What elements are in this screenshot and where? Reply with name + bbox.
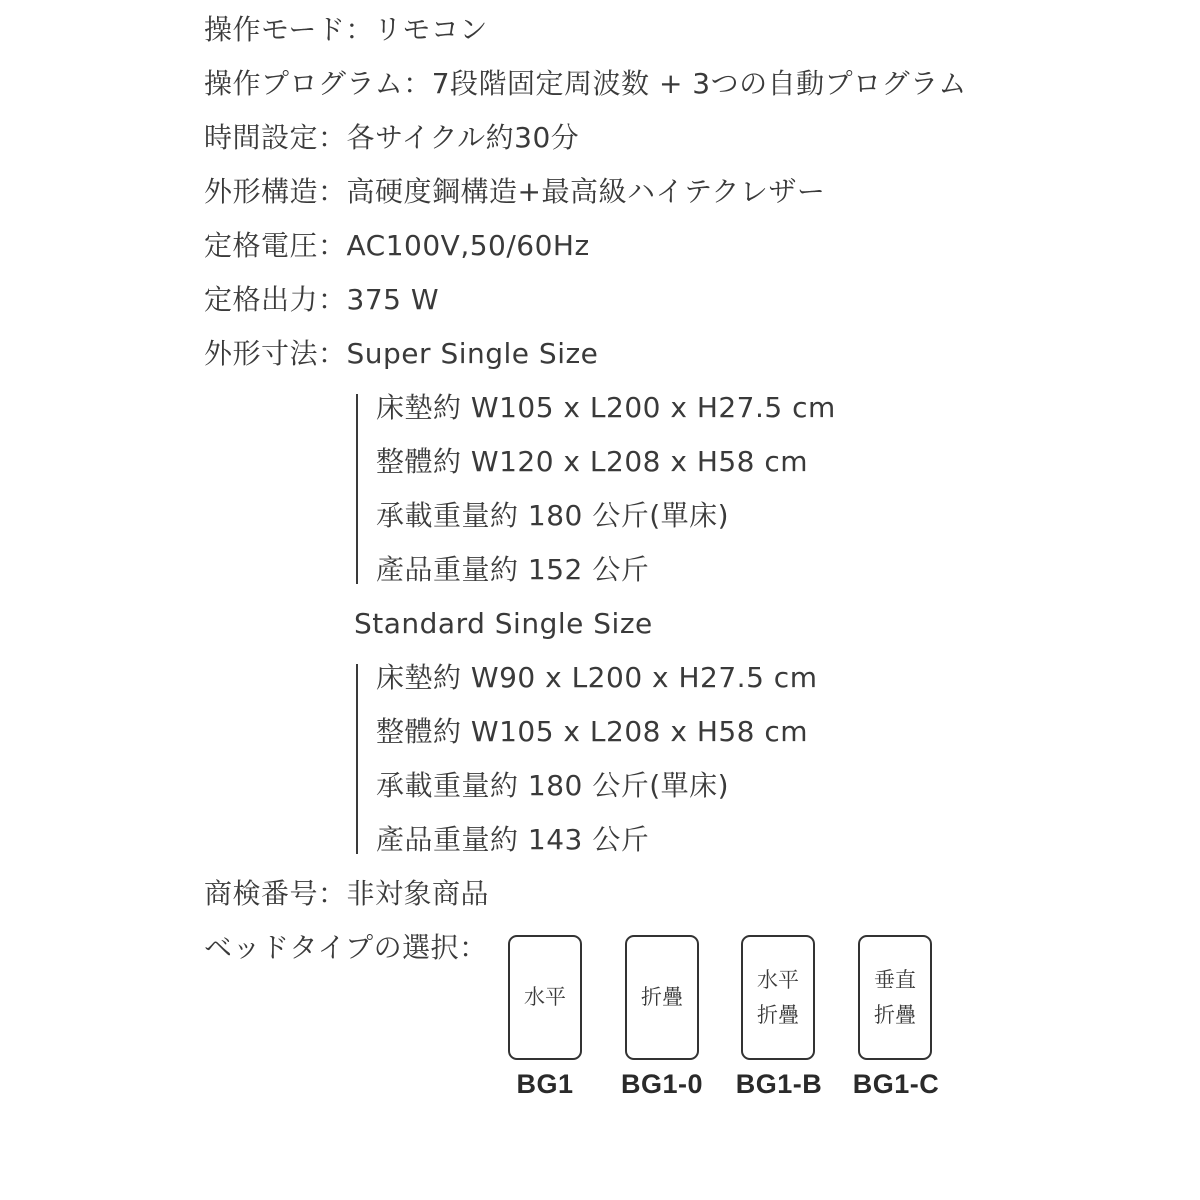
bed-type-line1: 折疊 — [641, 985, 683, 1009]
bed-type-code-bg1-b: BG1-B — [735, 1069, 823, 1099]
bed-type-option-bg1-0[interactable] — [625, 935, 699, 1060]
spec-time-setting — [204, 118, 579, 158]
spec-value: 非対象商品 — [346, 877, 490, 910]
spec-value: AC100V,50/60Hz — [346, 229, 590, 262]
spec-value: 375 W — [346, 283, 440, 316]
standard-single-title: Standard Single Size — [354, 607, 653, 640]
spec-label: 時間設定： — [204, 121, 347, 154]
spec-rated-output — [204, 280, 439, 320]
spec-inspection-number — [204, 874, 489, 914]
bed-type-line2: 折疊 — [757, 1002, 799, 1027]
bed-type-line1: 水平 — [524, 985, 566, 1009]
spec-value: 高硬度鋼構造+最高級ハイテクレザー — [346, 175, 826, 208]
super-single-mattress: 床墊約 W105 x L200 x H27.5 cm — [376, 391, 836, 424]
standard-single-bracket — [356, 664, 358, 854]
spec-value: Super Single Size — [346, 337, 599, 370]
spec-structure — [204, 172, 825, 212]
super-single-weight: 產品重量約 152 公斤 — [376, 553, 650, 586]
super-single-bracket — [356, 394, 358, 584]
spec-dimensions — [204, 334, 598, 374]
bed-type-line2: 折疊 — [874, 1002, 916, 1027]
bed-type-option-bg1-c[interactable] — [858, 935, 932, 1060]
standard-single-overall: 整體約 W105 x L208 x H58 cm — [376, 715, 809, 748]
standard-single-load: 承載重量約 180 公斤(單床) — [376, 769, 730, 802]
spec-operation-mode — [204, 10, 488, 50]
spec-value: 7段階固定周波数 + 3つの自動プログラム — [431, 67, 967, 100]
spec-label: 外形寸法： — [204, 337, 347, 370]
bed-type-line1: 水平 — [757, 967, 799, 992]
bed-type-option-bg1-b[interactable] — [741, 935, 815, 1060]
spec-value: リモコン — [373, 13, 488, 46]
standard-single-mattress: 床墊約 W90 x L200 x H27.5 cm — [376, 661, 818, 694]
spec-label: 定格出力： — [204, 283, 347, 316]
spec-value: 各サイクル約30分 — [346, 121, 580, 154]
bed-type-line1: 垂直 — [874, 967, 916, 992]
spec-label: 操作プログラム： — [204, 67, 432, 100]
bed-type-code-bg1: BG1 — [516, 1069, 574, 1099]
spec-label: 定格電圧： — [204, 229, 347, 262]
super-single-overall: 整體約 W120 x L208 x H58 cm — [376, 445, 809, 478]
bed-type-label: ベッドタイプの選択： — [204, 931, 488, 964]
standard-single-weight: 產品重量約 143 公斤 — [376, 823, 650, 856]
spec-label: 商検番号： — [204, 877, 347, 910]
spec-rated-voltage — [204, 226, 590, 266]
bed-type-code-bg1-c: BG1-C — [852, 1069, 940, 1099]
bed-type-code-bg1-0: BG1-0 — [620, 1069, 704, 1099]
super-single-load: 承載重量約 180 公斤(單床) — [376, 499, 730, 532]
spec-operation-program — [204, 64, 967, 104]
spec-label: 外形構造： — [204, 175, 347, 208]
bed-type-option-bg1[interactable] — [508, 935, 582, 1060]
spec-label: 操作モード： — [204, 13, 374, 46]
